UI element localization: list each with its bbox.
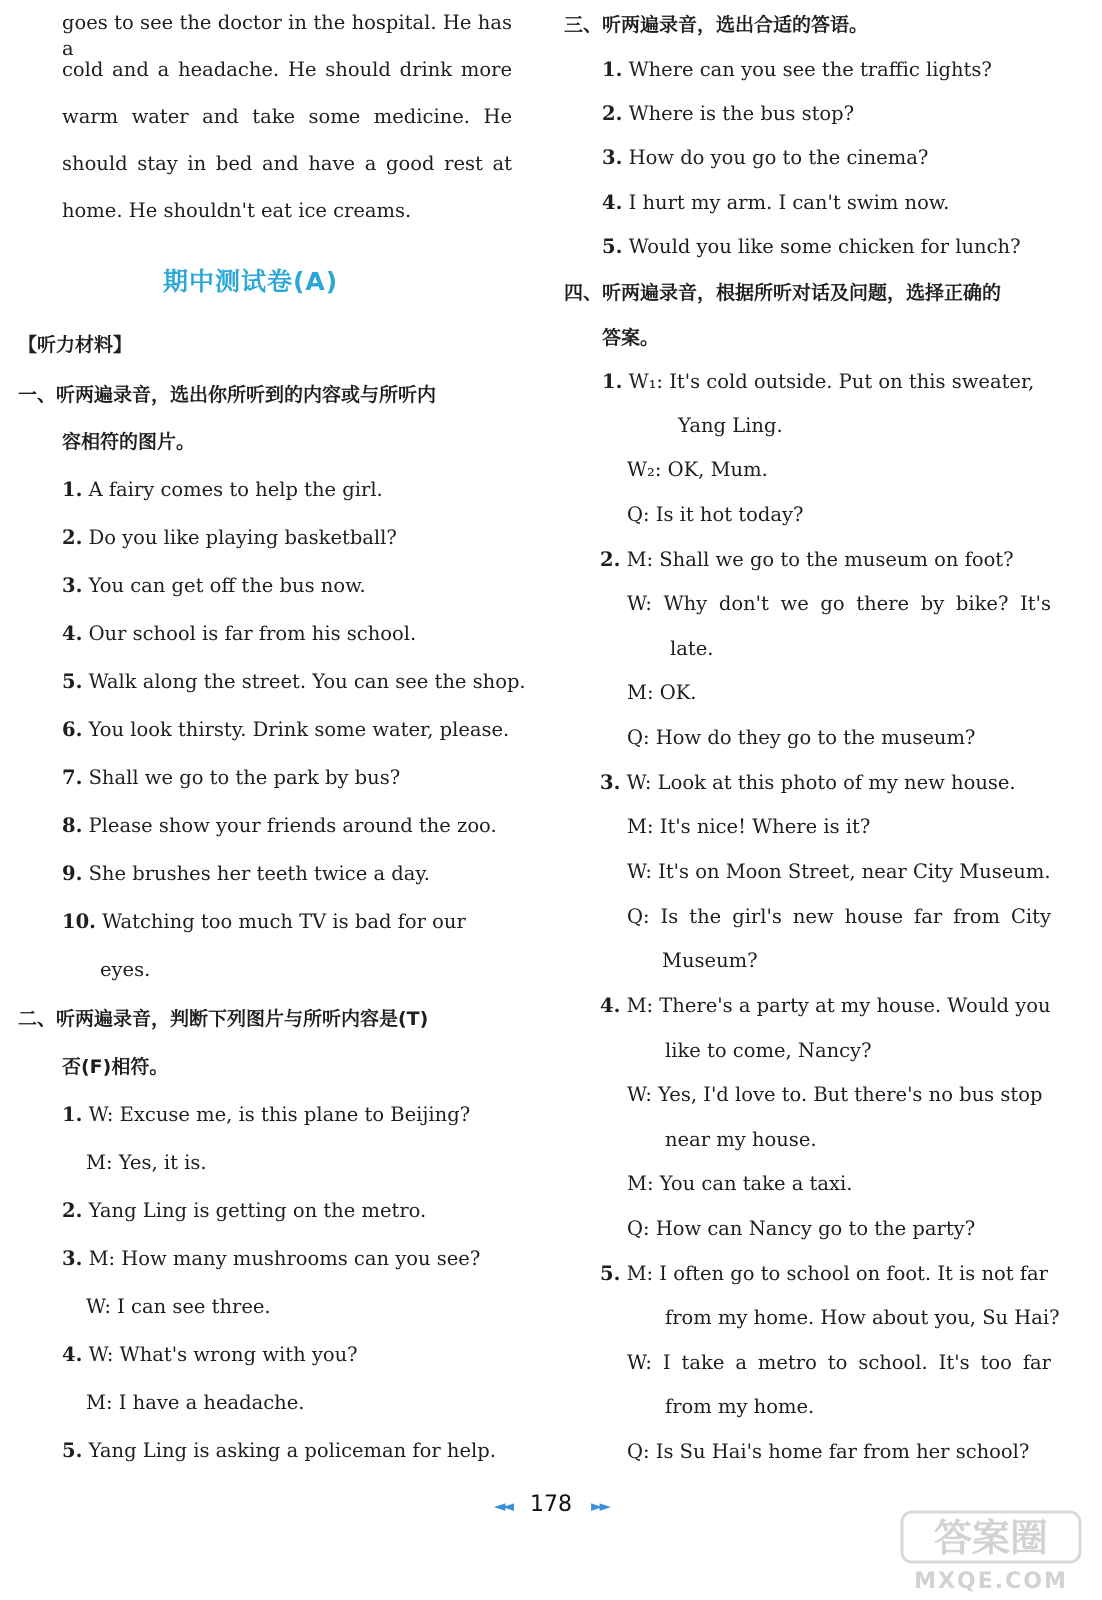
s2-line-3-num: 2. — [62, 1199, 83, 1222]
s2-line-8-text: Yang Ling is asking a policeman for help. — [88, 1439, 496, 1462]
s3-item-3-num: 3. — [602, 146, 623, 169]
s3-item-2-text: Where is the bus stop? — [628, 102, 855, 125]
s2-line-4-text: M: How many mushrooms can you see? — [88, 1247, 481, 1270]
s4-line-13: Q: Is the girl's new house far from City — [627, 905, 1051, 928]
s4-line-20: Q: How can Nancy go to the party? — [627, 1217, 976, 1240]
s3-item-5 — [602, 234, 1021, 260]
s1-item-1 — [62, 477, 383, 503]
s1-item-10-cont: eyes. — [100, 958, 151, 981]
s2-line-4-num: 3. — [62, 1247, 83, 1270]
section2-heading-line2: 否(F)相符。 — [62, 1056, 169, 1078]
s2-line-6-num: 4. — [62, 1343, 83, 1366]
s2-line-8-num: 5. — [62, 1439, 83, 1462]
section4-heading-line1: 四、听两遍录音，根据所听对话及问题，选择正确的 — [564, 282, 1002, 304]
s4-line-19: M: You can take a taxi. — [627, 1172, 853, 1195]
prev-page-arrows-icon[interactable]: ◄◄ — [493, 1497, 511, 1515]
s4-line-1 — [602, 369, 1034, 395]
s1-item-9 — [62, 861, 430, 887]
s4-line-10 — [600, 770, 1016, 796]
section3-heading: 三、听两遍录音，选出合适的答语。 — [564, 14, 869, 36]
s3-item-1-num: 1. — [602, 58, 623, 81]
s4-line-23: W: I take a metro to school. It's too far — [627, 1351, 1051, 1374]
material-heading: 【听力材料】 — [18, 334, 133, 356]
watermark-url: MXQE.COM — [914, 1569, 1068, 1592]
s1-item-7-num: 7. — [62, 766, 83, 789]
s3-item-5-num: 5. — [602, 235, 623, 258]
s3-item-5-text: Would you like some chicken for lunch? — [628, 235, 1021, 258]
intro-line-2: cold and a headache. He should drink more — [62, 58, 512, 81]
s3-item-4 — [602, 190, 949, 216]
s4-line-10-text: W: Look at this photo of my new house. — [626, 771, 1016, 794]
s4-line-15 — [600, 993, 1051, 1019]
s4-line-18: near my house. — [665, 1128, 817, 1151]
s1-item-3-text: You can get off the bus now. — [88, 574, 366, 597]
s2-line-6 — [62, 1342, 358, 1368]
s4-line-11: M: It's nice! Where is it? — [627, 815, 871, 838]
watermark-logo-text: 答案圈 — [933, 1516, 1049, 1560]
s1-item-10 — [62, 909, 466, 935]
s1-item-7-text: Shall we go to the park by bus? — [88, 766, 401, 789]
s4-line-5-text: M: Shall we go to the museum on foot? — [626, 548, 1014, 571]
s1-item-7 — [62, 765, 400, 791]
s2-line-7: M: I have a headache. — [86, 1391, 305, 1414]
s4-line-25: Q: Is Su Hai's home far from her school? — [627, 1440, 1030, 1463]
section2-heading-line1: 二、听两遍录音，判断下列图片与所听内容是(T) — [18, 1008, 429, 1030]
s4-line-24: from my home. — [665, 1395, 815, 1418]
s3-item-1-text: Where can you see the traffic lights? — [628, 58, 992, 81]
page-number: 178 — [530, 1492, 572, 1517]
intro-line-4: should stay in bed and have a good rest at — [62, 152, 512, 175]
s4-line-1-text: W₁: It's cold outside. Put on this sweater, — [628, 370, 1035, 393]
s2-line-1 — [62, 1102, 470, 1128]
watermark-logo — [896, 1508, 1086, 1592]
s2-line-1-num: 1. — [62, 1103, 83, 1126]
s3-item-3-text: How do you go to the cinema? — [628, 146, 929, 169]
s4-line-9: Q: How do they go to the museum? — [627, 726, 976, 749]
s1-item-9-num: 9. — [62, 862, 83, 885]
s4-line-1-num: 1. — [602, 370, 623, 393]
s4-line-17: W: Yes, I'd love to. But there's no bus stop — [627, 1083, 1043, 1106]
s4-line-8: M: OK. — [627, 681, 697, 704]
s1-item-5 — [62, 669, 526, 695]
section1-heading-line2: 容相符的图片。 — [62, 431, 196, 453]
s1-item-6-text: You look thirsty. Drink some water, please. — [88, 718, 510, 741]
s1-item-6 — [62, 717, 509, 743]
next-page-arrows-icon[interactable]: ►► — [591, 1497, 609, 1515]
s1-item-5-text: Walk along the street. You can see the shop. — [88, 670, 526, 693]
s1-item-4 — [62, 621, 416, 647]
s4-line-21 — [600, 1261, 1048, 1287]
s1-item-2-text: Do you like playing basketball? — [88, 526, 397, 549]
s4-line-10-num: 3. — [600, 771, 621, 794]
s1-item-8-text: Please show your friends around the zoo. — [88, 814, 497, 837]
intro-line-5: home. He shouldn't eat ice creams. — [62, 199, 412, 222]
s4-line-7: late. — [670, 637, 714, 660]
s3-item-1 — [602, 57, 992, 83]
s2-line-8 — [62, 1438, 496, 1464]
s1-item-4-num: 4. — [62, 622, 83, 645]
s4-line-5 — [600, 547, 1014, 573]
s1-item-5-num: 5. — [62, 670, 83, 693]
s1-item-8-num: 8. — [62, 814, 83, 837]
test-title: 期中测试卷(A) — [163, 267, 339, 296]
s1-item-2 — [62, 525, 397, 551]
s1-item-1-text: A fairy comes to help the girl. — [88, 478, 383, 501]
s2-line-3-text: Yang Ling is getting on the metro. — [88, 1199, 427, 1222]
s4-line-21-num: 5. — [600, 1262, 621, 1285]
section4-heading-line2: 答案。 — [602, 327, 660, 349]
s4-line-15-text: M: There's a party at my house. Would you — [626, 994, 1051, 1017]
s4-line-4: Q: Is it hot today? — [627, 503, 804, 526]
s3-item-3 — [602, 145, 928, 171]
intro-line-1: goes to see the doctor in the hospital. He has a — [62, 11, 512, 60]
s3-item-2 — [602, 101, 854, 127]
intro-line-3: warm water and take some medicine. He — [62, 105, 512, 128]
s4-line-21-text: M: I often go to school on foot. It is not far — [626, 1262, 1048, 1285]
s4-line-6: W: Why don't we go there by bike? It's — [627, 592, 1051, 615]
s2-line-4 — [62, 1246, 480, 1272]
s2-line-5: W: I can see three. — [86, 1295, 271, 1318]
s4-line-5-num: 2. — [600, 548, 621, 571]
s4-line-14: Museum? — [662, 949, 758, 972]
s4-line-16: like to come, Nancy? — [665, 1039, 872, 1062]
s4-line-3: W₂: OK, Mum. — [627, 458, 768, 481]
s1-item-10-text: Watching too much TV is bad for our — [102, 910, 466, 933]
s1-item-6-num: 6. — [62, 718, 83, 741]
s2-line-3 — [62, 1198, 426, 1224]
s2-line-1-text: W: Excuse me, is this plane to Beijing? — [88, 1103, 471, 1126]
s1-item-10-num: 10. — [62, 910, 96, 933]
s2-line-6-text: W: What's wrong with you? — [88, 1343, 358, 1366]
s4-line-12: W: It's on Moon Street, near City Museum. — [627, 860, 1051, 883]
s3-item-4-text: I hurt my arm. I can't swim now. — [628, 191, 950, 214]
s1-item-4-text: Our school is far from his school. — [88, 622, 417, 645]
s4-line-2: Yang Ling. — [678, 414, 783, 437]
s4-line-15-num: 4. — [600, 994, 621, 1017]
s1-item-9-text: She brushes her teeth twice a day. — [88, 862, 431, 885]
s3-item-4-num: 4. — [602, 191, 623, 214]
s3-item-2-num: 2. — [602, 102, 623, 125]
s4-line-22: from my home. How about you, Su Hai? — [665, 1306, 1060, 1329]
s1-item-3-num: 3. — [62, 574, 83, 597]
s1-item-3 — [62, 573, 366, 599]
section1-heading-line1: 一、听两遍录音，选出你所听到的内容或与所听内 — [18, 384, 437, 406]
s1-item-1-num: 1. — [62, 478, 83, 501]
s2-line-2: M: Yes, it is. — [86, 1151, 207, 1174]
s1-item-8 — [62, 813, 497, 839]
s1-item-2-num: 2. — [62, 526, 83, 549]
